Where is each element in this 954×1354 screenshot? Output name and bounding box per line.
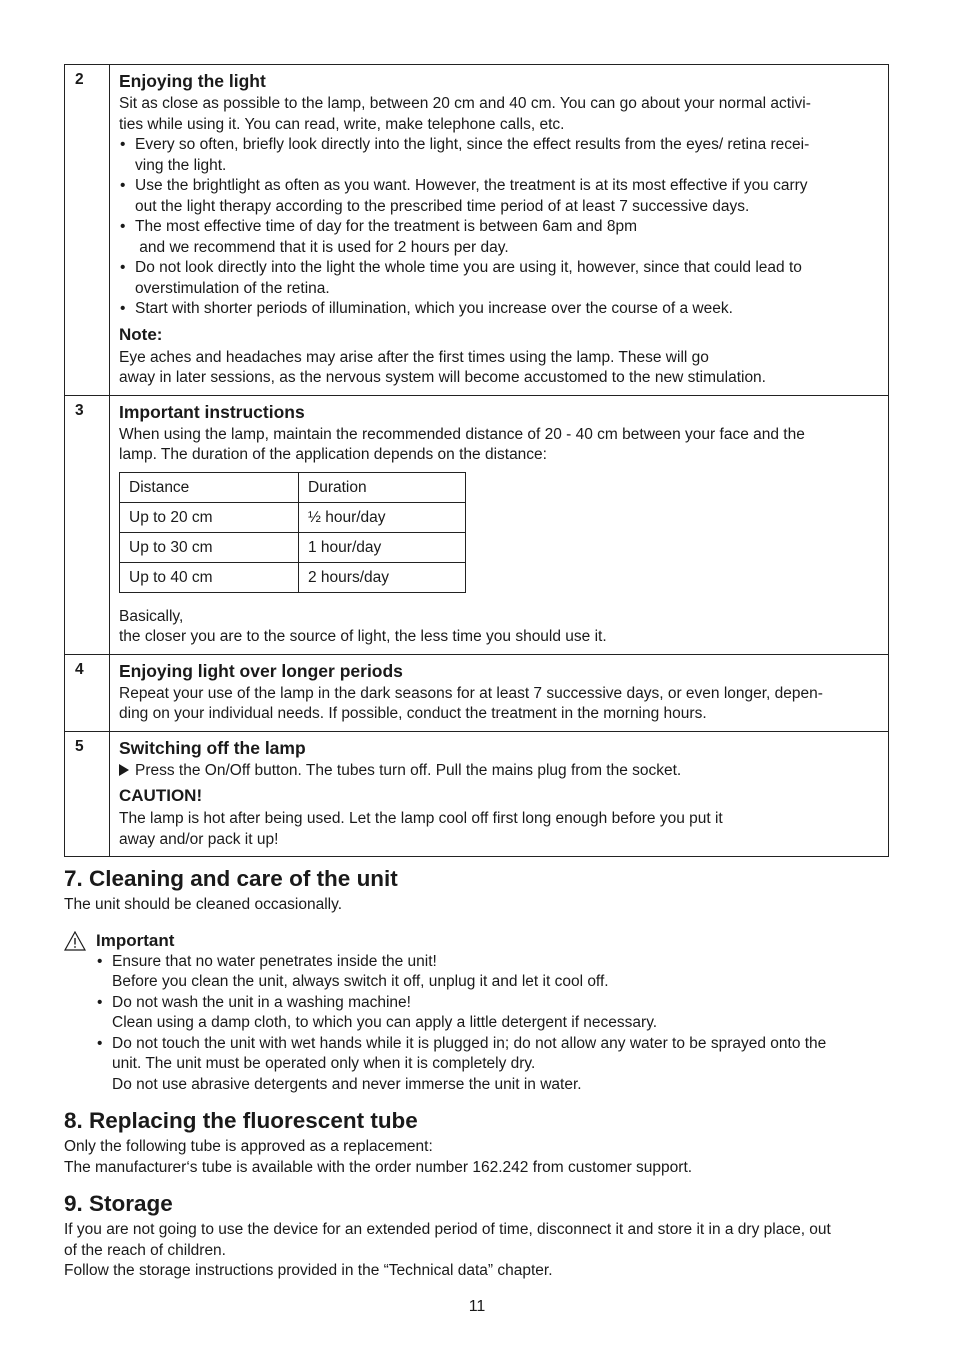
step-title: Important instructions (119, 401, 305, 422)
step-body (110, 395, 889, 654)
step-title: Enjoying light over longer periods (119, 660, 403, 681)
bullet-item: • Start with shorter periods of illumination, which you increase over the course of a week. (119, 299, 870, 320)
caution-label: CAUTION! (119, 786, 203, 805)
table-row (120, 562, 466, 592)
table-header-cell: Duration (299, 472, 466, 502)
bullet-item: • Do not wash the unit in a washing machine! Clean using a damp cloth, to which you can apply a little detergent if necessary. (96, 993, 889, 1034)
bullet-item: • Every so often, briefly look directly into the light, since the effect results from the eyes/ retina recei- ving the light. (119, 135, 870, 176)
note-label: Note: (119, 324, 163, 344)
step-bullets (119, 135, 870, 320)
table-header-row (120, 472, 466, 502)
step-title: Switching off the lamp (119, 737, 306, 758)
table-cell: Up to 20 cm (120, 502, 299, 532)
table-cell: Up to 30 cm (120, 532, 299, 562)
section-line: If you are not going to use the device for an extended period of time, disconnect it and store it in a dry place, out (64, 1221, 831, 1238)
bullet-item: • Use the brightlight as often as you want. However, the treatment is at its most effective if you carry out the light therapy according to the prescribed time period of at least 7 successive days. (119, 176, 870, 217)
manual-page (64, 64, 889, 1282)
table-cell: Up to 40 cm (120, 562, 299, 592)
important-label: Important (64, 930, 889, 952)
note-line: away in later sessions, as the nervous system will become accustomed to the new stimulation. (119, 369, 766, 386)
bullet-item: • Do not look directly into the light the whole time you are using it, however, since that could lead to overstimulation of the retina. (119, 258, 870, 299)
step-body (110, 65, 889, 396)
step-row-4 (65, 654, 889, 731)
step-row-5 (65, 731, 889, 857)
step-intro-line: ties while using it. You can read, write, make telephone calls, etc. (119, 115, 565, 133)
section-line: of the reach of children. (64, 1241, 226, 1259)
step-outro-line: the closer you are to the source of light, the less time you should use it. (119, 628, 607, 645)
table-row (120, 532, 466, 562)
table-cell: 2 hours/day (299, 562, 466, 592)
caution-line: away and/or pack it up! (119, 830, 279, 848)
table-header-cell: Distance (120, 472, 299, 502)
step-outro-line: Basically, (119, 607, 184, 625)
table-cell: 1 hour/day (299, 532, 466, 562)
step-body (110, 654, 889, 731)
section-line: The manufacturer‘s tube is available with the order number 162.242 from customer support. (64, 1158, 693, 1176)
section-heading: 9. Storage (64, 1191, 173, 1216)
section-line: Only the following tube is approved as a replacement: (64, 1138, 433, 1155)
distance-duration-table (119, 472, 466, 593)
step-row-2 (65, 65, 889, 396)
step-intro-line: Sit as close as possible to the lamp, between 20 cm and 40 cm. You can go about your normal activi- (119, 95, 811, 112)
step-row-3 (65, 395, 889, 654)
play-arrow-icon (119, 764, 129, 776)
note-line: Eye aches and headaches may arise after the first times using the lamp. These will go (119, 348, 709, 366)
step-body (110, 731, 889, 857)
bullet-item: • Ensure that no water penetrates inside the unit! Before you clean the unit, always switch it off, unplug it and let it cool off. (96, 952, 889, 993)
table-row (120, 502, 466, 532)
caution-line: The lamp is hot after being used. Let the lamp cool off first long enough before you put it (119, 810, 723, 827)
section-line: Follow the storage instructions provided in the “Technical data” chapter. (64, 1262, 553, 1279)
bullet-item: • Do not touch the unit with wet hands while it is plugged in; do not allow any water to be sprayed onto the unit. The unit must be operated only when it is completely dry. Do not use abrasive detergents and never immerse the unit in water. (96, 1034, 889, 1096)
section-intro: The unit should be cleaned occasionally. (64, 896, 343, 913)
step-number: 5 (65, 731, 110, 857)
step-title: Enjoying the light (119, 71, 266, 91)
cleaning-bullets (96, 952, 889, 1096)
step-number: 2 (65, 65, 110, 396)
step-text-line: ding on your individual needs. If possible, conduct the treatment in the morning hours. (119, 705, 707, 722)
page-number: 11 (468, 1298, 486, 1315)
step-number: 3 (65, 395, 110, 654)
step-intro-line: When using the lamp, maintain the recommended distance of 20 - 40 cm between your face and the (119, 425, 805, 443)
section-heading: 8. Replacing the fluorescent tube (64, 1108, 418, 1133)
action-line: Press the On/Off button. The tubes turn off. Pull the mains plug from the socket. (119, 761, 870, 782)
step-intro-line: lamp. The duration of the application depends on the distance: (119, 446, 547, 463)
step-text-line: Repeat your use of the lamp in the dark seasons for at least 7 successive days, or even longer, depen- (119, 684, 823, 702)
section-heading: 7. Cleaning and care of the unit (64, 866, 398, 891)
step-number: 4 (65, 654, 110, 731)
warning-triangle-icon (64, 931, 86, 951)
table-cell: ½ hour/day (299, 502, 466, 532)
steps-table (64, 64, 889, 857)
bullet-item: • The most effective time of day for the treatment is between 6am and 8pm and we recommend that it is used for 2 hours per day. (119, 217, 870, 258)
